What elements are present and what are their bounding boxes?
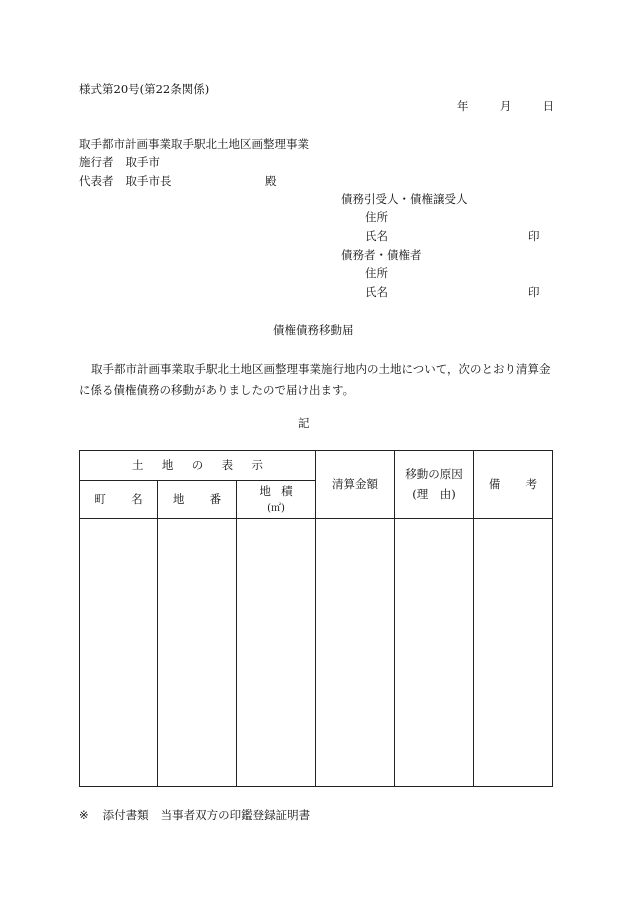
remarks-header xyxy=(474,451,563,519)
lot-label: 地番 xyxy=(172,491,247,506)
amount-header xyxy=(316,451,395,519)
body-paragraph xyxy=(79,359,551,401)
transferor-name-label: 氏名 xyxy=(365,285,388,299)
town-cell[interactable] xyxy=(80,519,158,787)
representative-name: 取手市長 xyxy=(125,174,172,188)
reason-label: 移動の原因 xyxy=(405,466,463,481)
land-table xyxy=(79,450,563,787)
receiver-seal: 印 xyxy=(528,229,540,243)
area-cell[interactable] xyxy=(237,519,316,787)
executor-label: 施行者 xyxy=(79,155,114,169)
representative-label: 代表者 xyxy=(79,174,114,188)
executor-line xyxy=(79,157,160,169)
date-day: 日 xyxy=(542,99,555,113)
transferor-seal: 印 xyxy=(528,285,540,299)
attachment-label: 添付書類 xyxy=(102,808,149,822)
attachment-note xyxy=(79,810,310,822)
date-line xyxy=(457,101,554,113)
honorific: 殿 xyxy=(265,174,277,188)
date-year: 年 xyxy=(457,99,469,113)
date-month: 月 xyxy=(499,99,512,113)
attachment-text: 当事者双方の印鑑登録証明書 xyxy=(160,808,311,822)
area-label: 地積 xyxy=(259,483,304,498)
reason-sublabel: (理 由) xyxy=(412,486,456,501)
receiver-title: 債務引受人・債権譲受人 xyxy=(341,192,468,206)
transferor-title: 債務者・債権者 xyxy=(341,248,422,262)
area-unit: (㎡) xyxy=(267,502,285,514)
lot-cell[interactable] xyxy=(158,519,237,787)
area-header xyxy=(237,481,316,519)
reason-cell[interactable] xyxy=(395,519,474,787)
ki-mark: 記 xyxy=(298,416,310,430)
town-header xyxy=(80,481,168,519)
note-mark: ※ xyxy=(79,808,89,822)
town-label: 町名 xyxy=(94,491,168,506)
remarks-label: 備考 xyxy=(488,476,563,491)
body-text: 取手都市計画事業取手駅北土地区画整理事業施行地内の土地について，次のとおり清算金に係る債権債務の移動がありましたので届け出ます。 xyxy=(79,362,551,397)
receiver-address-label: 住所 xyxy=(365,210,388,224)
land-display-label: 土地の表示 xyxy=(131,457,282,472)
lot-header xyxy=(158,481,247,519)
form-number: 様式第20号(第22条関係) xyxy=(79,82,210,96)
executor-name: 取手市 xyxy=(125,155,160,169)
project-name: 取手都市計画事業取手駅北土地区画整理事業 xyxy=(79,137,309,151)
amount-cell[interactable] xyxy=(316,519,395,787)
representative-line xyxy=(79,176,172,188)
remarks-cell[interactable] xyxy=(474,519,553,787)
reason-header xyxy=(395,451,474,519)
transferor-address-label: 住所 xyxy=(365,266,388,280)
land-display-header xyxy=(80,451,316,481)
amount-label: 清算金額 xyxy=(332,476,379,491)
document-title: 債権債務移動届 xyxy=(273,323,354,337)
receiver-name-label: 氏名 xyxy=(365,229,388,243)
